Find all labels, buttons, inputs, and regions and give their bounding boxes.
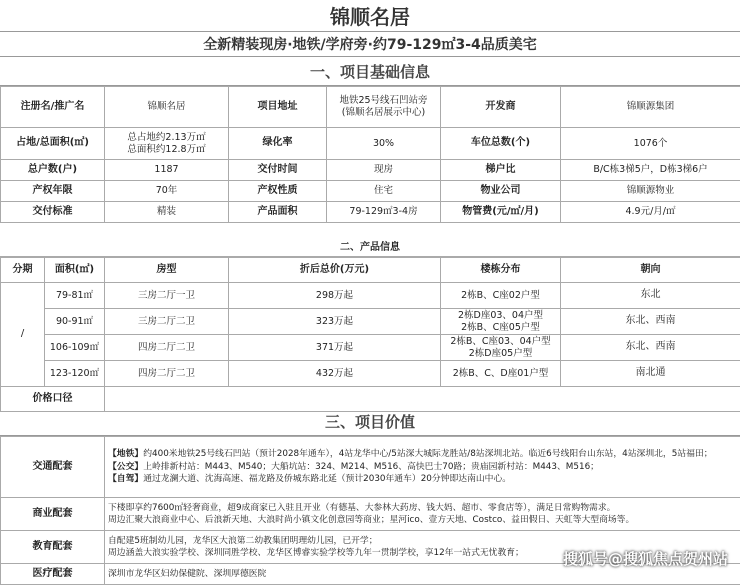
traffic-line — [108, 448, 737, 460]
table-cell: 298万起 — [229, 283, 441, 309]
table-cell: 三房二厅一卫 — [105, 283, 229, 309]
distribution-line: 2栋B、C座05户型 — [443, 322, 558, 334]
table-cell — [441, 335, 561, 361]
product-info-table — [0, 257, 740, 412]
traffic-text: 通过龙澜大道、沈海高速、福龙路及侨城东路北延（预计2030年通车）20分钟即达南山中心。 — [143, 474, 511, 484]
table-cell: 交付时间 — [229, 160, 327, 181]
table-cell: 1076个 — [561, 128, 740, 160]
table-cell: 物业公司 — [441, 181, 561, 202]
section-heading-product: 二、产品信息 — [0, 234, 740, 257]
table-cell: 锦顺源物业 — [561, 181, 740, 202]
table-cell: 106-109㎡ — [45, 335, 105, 361]
table-cell: 三房二厅二卫 — [105, 309, 229, 335]
table-cell: 产权年限 — [1, 181, 105, 202]
table-cell: 产品面积 — [229, 202, 327, 223]
education-line: 周边涵盖大浪实验学校、深圳同胜学校、龙华区博睿实验学校等九年一贯制学校，享12年一站式无忧教育； — [108, 547, 737, 559]
table-cell: 南北通 — [561, 361, 740, 387]
area-line: 总占地约2.13万㎡ — [107, 132, 226, 144]
table-cell — [327, 87, 441, 128]
table-cell: 323万起 — [229, 309, 441, 335]
table-cell: 现房 — [327, 160, 441, 181]
table-cell: 开发商 — [441, 87, 561, 128]
table-cell: 梯户比 — [441, 160, 561, 181]
page-title: 锦顺名居 — [0, 0, 740, 32]
traffic-text: 约400米地铁25号线石凹站（预计2028年通车），4站龙华中心/5站深大城际龙胜站/8站深圳北站。临近6号线阳台山东站，4站深圳北，5站福田； — [143, 449, 712, 459]
table-row — [1, 87, 740, 128]
category-traffic: 交通配套 — [1, 437, 105, 498]
table-cell: 产权性质 — [229, 181, 327, 202]
table-cell: 四房二厅二卫 — [105, 335, 229, 361]
table-cell: 物管费(元/㎡/月) — [441, 202, 561, 223]
table-row — [1, 202, 740, 223]
table-cell: B/C栋3梯5户，D栋3梯6户 — [561, 160, 740, 181]
column-header: 朝向 — [561, 258, 740, 283]
table-row — [1, 181, 740, 202]
table-row — [1, 437, 740, 498]
column-header: 折后总价(万元) — [229, 258, 441, 283]
tag-label: 【自驾】 — [108, 474, 143, 484]
table-cell — [105, 437, 740, 498]
table-cell: 深圳市龙华区妇幼保健院、深圳厚德医院 — [105, 564, 740, 585]
section-heading-basic: 一、项目基础信息 — [0, 57, 740, 86]
distribution-line: 2栋D座03、04户型 — [443, 310, 558, 322]
traffic-line — [108, 461, 737, 473]
basic-info-table — [0, 86, 740, 223]
table-cell: 车位总数(个) — [441, 128, 561, 160]
table-cell — [105, 128, 229, 160]
table-cell: 精装 — [105, 202, 229, 223]
table-cell: 4.9元/月/㎡ — [561, 202, 740, 223]
table-row — [1, 160, 740, 181]
category-commerce: 商业配套 — [1, 498, 105, 531]
table-cell: 371万起 — [229, 335, 441, 361]
table-cell: 79-129㎡3-4房 — [327, 202, 441, 223]
traffic-line — [108, 473, 737, 485]
table-cell: 东北 — [561, 283, 740, 309]
table-cell: 432万起 — [229, 361, 441, 387]
table-cell — [441, 283, 561, 309]
table-row — [1, 335, 740, 361]
table-cell: 绿化率 — [229, 128, 327, 160]
table-cell — [441, 361, 561, 387]
table-cell: 东北、西南 — [561, 309, 740, 335]
distribution-line: 2栋B、C座02户型 — [443, 290, 558, 302]
distribution-line: 2栋B、C、D座01户型 — [443, 368, 558, 380]
address-line: (锦顺名居展示中心) — [329, 107, 438, 119]
table-row — [1, 498, 740, 531]
column-header: 分期 — [1, 258, 45, 283]
table-header-row — [1, 258, 740, 283]
table-cell: 注册名/推广名 — [1, 87, 105, 128]
area-line: 总面积约12.8万㎡ — [107, 144, 226, 156]
table-cell: 79-81㎡ — [45, 283, 105, 309]
table-cell: 锦顺名居 — [105, 87, 229, 128]
distribution-line: 2栋B、C座03、04户型 — [443, 336, 558, 348]
column-header: 楼栋分布 — [441, 258, 561, 283]
table-cell — [441, 309, 561, 335]
table-cell: 1187 — [105, 160, 229, 181]
page-subtitle: 全新精装现房·地铁/学府旁·约79-129㎡3-4品质美宅 — [0, 32, 740, 57]
table-cell: 锦顺源集团 — [561, 87, 740, 128]
section-heading-value: 三、项目价值 — [0, 408, 740, 436]
price-label-cell: 价格口径 — [1, 387, 105, 412]
table-cell: 住宅 — [327, 181, 441, 202]
table-cell: 30% — [327, 128, 441, 160]
table-row — [1, 128, 740, 160]
table-row — [1, 309, 740, 335]
commerce-line: 下楼即享约7600㎡轻奢商业，超9成商家已入驻且开业（有德基、大参林大药房、钱大妈、超市、零食店等），满足日常购物需求。 — [108, 502, 737, 514]
phase-cell: / — [1, 283, 45, 387]
address-line: 地铁25号线石凹站旁 — [329, 95, 438, 107]
table-cell: 项目地址 — [229, 87, 327, 128]
table-cell: 123-120㎡ — [45, 361, 105, 387]
column-header: 面积(㎡) — [45, 258, 105, 283]
category-education: 教育配套 — [1, 531, 105, 564]
table-cell — [105, 498, 740, 531]
commerce-line: 周边汇聚大浪商业中心、后浪新天地、大浪时尚小镇文化创意园等商业；星河ico、壹方天地、Costco、益田假日、天虹等大型商场等。 — [108, 514, 737, 526]
table-cell: 90-91㎡ — [45, 309, 105, 335]
tag-label: 【公交】 — [108, 462, 143, 472]
table-cell: 70年 — [105, 181, 229, 202]
table-row — [1, 361, 740, 387]
education-line: 自配建5班制幼儿园，龙华区大浪第二幼教集团明理幼儿园，已开学； — [108, 535, 737, 547]
table-cell: 总户数(户) — [1, 160, 105, 181]
table-row — [1, 283, 740, 309]
table-cell: 占地/总面积(㎡) — [1, 128, 105, 160]
watermark: 搜狐号@搜狐焦点贺州站 — [563, 548, 728, 569]
column-header: 房型 — [105, 258, 229, 283]
table-cell: 交付标准 — [1, 202, 105, 223]
tag-label: 【地铁】 — [108, 449, 143, 459]
traffic-text: 上岭排新村站：M443、M540；大船坑站：324、M214、M516、高快巴士70路；贵庙园新村站：M443、M516； — [143, 462, 599, 472]
distribution-line: 2栋D座05户型 — [443, 348, 558, 360]
table-cell: 四房二厅二卫 — [105, 361, 229, 387]
category-medical: 医疗配套 — [1, 564, 105, 585]
table-cell: 东北、西南 — [561, 335, 740, 361]
